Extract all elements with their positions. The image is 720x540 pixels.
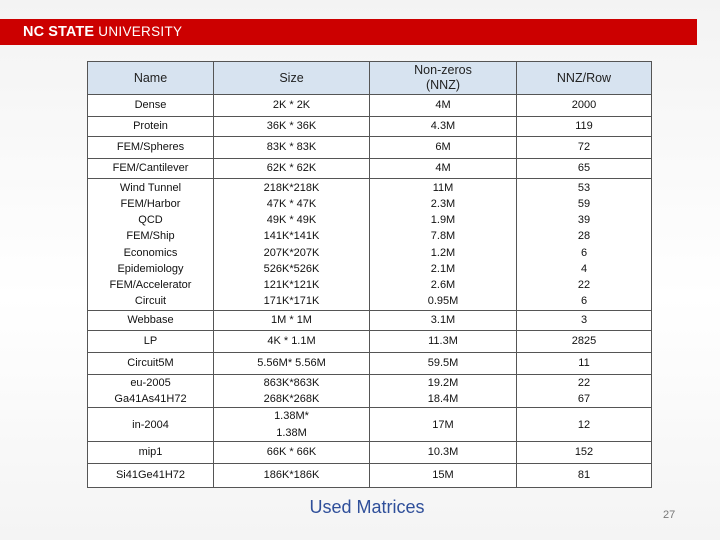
table-body (88, 95, 652, 488)
cell-text: Si41Ge41H72 (115, 469, 186, 482)
cell-nnz (370, 95, 517, 117)
cell-nnz (370, 353, 517, 375)
cell-size (214, 137, 370, 159)
cell-nnz-row (517, 179, 652, 311)
cell-text: 11M (432, 181, 454, 194)
cell-nnz-row (517, 95, 652, 117)
cell-text: 65 (577, 162, 591, 175)
cell-text: 59.5M (427, 357, 459, 370)
cell-size (214, 179, 370, 311)
cell-text: 207K*207K (263, 246, 320, 259)
cell-name (88, 353, 214, 375)
cell-name (88, 463, 214, 487)
cell-text: 19.2M (427, 377, 459, 389)
column-header-nnz: Non-zeros (NNZ) (370, 62, 517, 95)
cell-text: 4M (435, 99, 451, 112)
cell-text: 17M (432, 418, 454, 431)
cell-nnz (370, 331, 517, 353)
cell-text: QCD (138, 214, 163, 227)
table-row (88, 441, 652, 463)
cell-nnz (370, 408, 517, 441)
cell-text: 1.38M (276, 426, 307, 439)
cell-nnz (370, 117, 517, 137)
cell-nnz-row (517, 441, 652, 463)
cell-size (214, 375, 370, 408)
cell-text: 1.2M (430, 246, 456, 259)
cell-nnz-row (517, 159, 652, 179)
page-number: 27 (663, 509, 676, 521)
cell-text: 7.8M (430, 230, 456, 243)
cell-text: 6 (580, 295, 588, 308)
cell-text: Circuit (134, 295, 167, 308)
cell-text: 2.1M (430, 262, 456, 275)
table-row (88, 95, 652, 117)
table-row (88, 331, 652, 353)
cell-text: 152 (574, 446, 594, 459)
cell-text: 62K * 62K (266, 162, 317, 175)
cell-text: Protein (133, 120, 168, 133)
cell-nnz-row (517, 375, 652, 408)
cell-text: in-2004 (132, 418, 169, 431)
cell-text: Wind Tunnel (119, 181, 182, 194)
table-row (88, 179, 652, 311)
cell-nnz (370, 375, 517, 408)
cell-nnz-row (517, 137, 652, 159)
cell-text: 2825 (571, 335, 597, 348)
cell-nnz (370, 463, 517, 487)
cell-nnz (370, 179, 517, 311)
column-header-name: Name (88, 62, 214, 95)
cell-text: 18.4M (427, 393, 459, 406)
cell-text: 1.9M (430, 214, 456, 227)
cell-text: Ga41As41H72 (114, 393, 187, 406)
cell-text: FEM/Ship (126, 230, 175, 243)
cell-nnz-row (517, 311, 652, 331)
table-row (88, 159, 652, 179)
table-row (88, 375, 652, 408)
cell-text: eu-2005 (130, 377, 171, 389)
cell-text: 121K*121K (263, 278, 320, 291)
cell-size (214, 441, 370, 463)
cell-text: FEM/Cantilever (112, 162, 189, 175)
cell-text: 2.3M (430, 197, 456, 210)
table-row (88, 311, 652, 331)
cell-name (88, 331, 214, 353)
cell-name (88, 408, 214, 441)
column-header-size: Size (214, 62, 370, 95)
cell-text: 15M (432, 469, 454, 482)
cell-name (88, 137, 214, 159)
column-header-nnz-row: NNZ/Row (517, 62, 652, 95)
cell-text: 863K*863K (263, 377, 320, 389)
cell-text: LP (143, 335, 158, 348)
cell-nnz (370, 441, 517, 463)
cell-name (88, 179, 214, 311)
cell-nnz (370, 159, 517, 179)
table-row (88, 117, 652, 137)
cell-text: 4K * 1.1M (267, 335, 316, 348)
cell-text: FEM/Harbor (120, 197, 181, 210)
cell-name (88, 375, 214, 408)
cell-text: 171K*171K (263, 295, 320, 308)
cell-name (88, 95, 214, 117)
cell-size (214, 159, 370, 179)
cell-text: 268K*268K (263, 393, 320, 406)
cell-size (214, 353, 370, 375)
table-row (88, 137, 652, 159)
cell-nnz-row (517, 353, 652, 375)
cell-text: 81 (577, 469, 591, 482)
cell-text: 4.3M (430, 120, 456, 133)
cell-text: 83K * 83K (266, 141, 317, 154)
cell-text: 6M (435, 141, 451, 154)
cell-text: 11.3M (428, 335, 458, 348)
cell-text: 59 (577, 197, 591, 210)
cell-text: 36K * 36K (266, 120, 317, 133)
cell-text: Epidemiology (117, 262, 184, 275)
cell-size (214, 463, 370, 487)
cell-nnz (370, 311, 517, 331)
cell-size (214, 311, 370, 331)
cell-text: 218K*218K (263, 181, 320, 194)
cell-text: 119 (575, 120, 593, 133)
cell-text: 11 (578, 357, 590, 370)
cell-text: mip1 (138, 446, 163, 459)
cell-text: 6 (580, 246, 588, 259)
cell-text: 2000 (571, 99, 597, 112)
cell-name (88, 441, 214, 463)
cell-text: 53 (577, 181, 591, 194)
cell-text: 3 (580, 314, 588, 327)
cell-text: 10.3M (427, 446, 459, 459)
cell-text: 2.6M (430, 278, 456, 291)
cell-text: 141K*141K (263, 230, 320, 243)
cell-text: 39 (577, 214, 591, 227)
cell-nnz-row (517, 117, 652, 137)
cell-text: 3.1M (430, 314, 456, 327)
cell-text: 5.56M* 5.56M (257, 357, 326, 370)
cell-text: Dense (134, 99, 167, 112)
cell-text: 1M * 1M (271, 314, 312, 327)
cell-size (214, 95, 370, 117)
cell-text: 0.95M (427, 295, 459, 308)
cell-name (88, 117, 214, 137)
cell-text: 72 (577, 141, 591, 154)
cell-text: FEM/Spheres (116, 141, 185, 154)
cell-text: 4M (435, 162, 451, 175)
cell-text: Circuit5M (127, 357, 174, 370)
cell-text: 22 (577, 377, 591, 389)
cell-text: 4 (580, 262, 588, 275)
cell-name (88, 159, 214, 179)
cell-size (214, 331, 370, 353)
cell-text: 28 (577, 230, 591, 243)
table-row (88, 463, 652, 487)
slide-caption: Used Matrices (309, 497, 425, 517)
cell-nnz-row (517, 463, 652, 487)
cell-text: 66K * 66K (266, 446, 317, 459)
table-header-row (88, 62, 652, 95)
cell-text: 22 (577, 278, 591, 291)
cell-nnz-row (517, 331, 652, 353)
logo-bold-text: NC STATE (23, 24, 95, 40)
cell-size (214, 117, 370, 137)
cell-text: 2K * 2K (272, 99, 311, 112)
cell-text: 49K * 49K (266, 214, 317, 227)
cell-text: 526K*526K (263, 262, 320, 275)
cell-text: Webbase (127, 314, 174, 327)
table-row (88, 408, 652, 441)
table-row (88, 353, 652, 375)
cell-text: 12 (577, 418, 591, 431)
cell-name (88, 311, 214, 331)
cell-nnz (370, 137, 517, 159)
university-logo (18, 21, 183, 43)
matrices-table (87, 61, 652, 488)
cell-text: Economics (123, 246, 178, 259)
cell-text: 186K*186K (263, 469, 320, 482)
logo-regular-text: UNIVERSITY (98, 24, 183, 39)
cell-nnz-row (517, 408, 652, 441)
cell-size (214, 408, 370, 441)
cell-text: 67 (577, 393, 591, 406)
cell-text: 1.38M* (274, 410, 309, 423)
cell-text: 47K * 47K (266, 197, 317, 210)
cell-text: FEM/Accelerator (109, 278, 192, 291)
